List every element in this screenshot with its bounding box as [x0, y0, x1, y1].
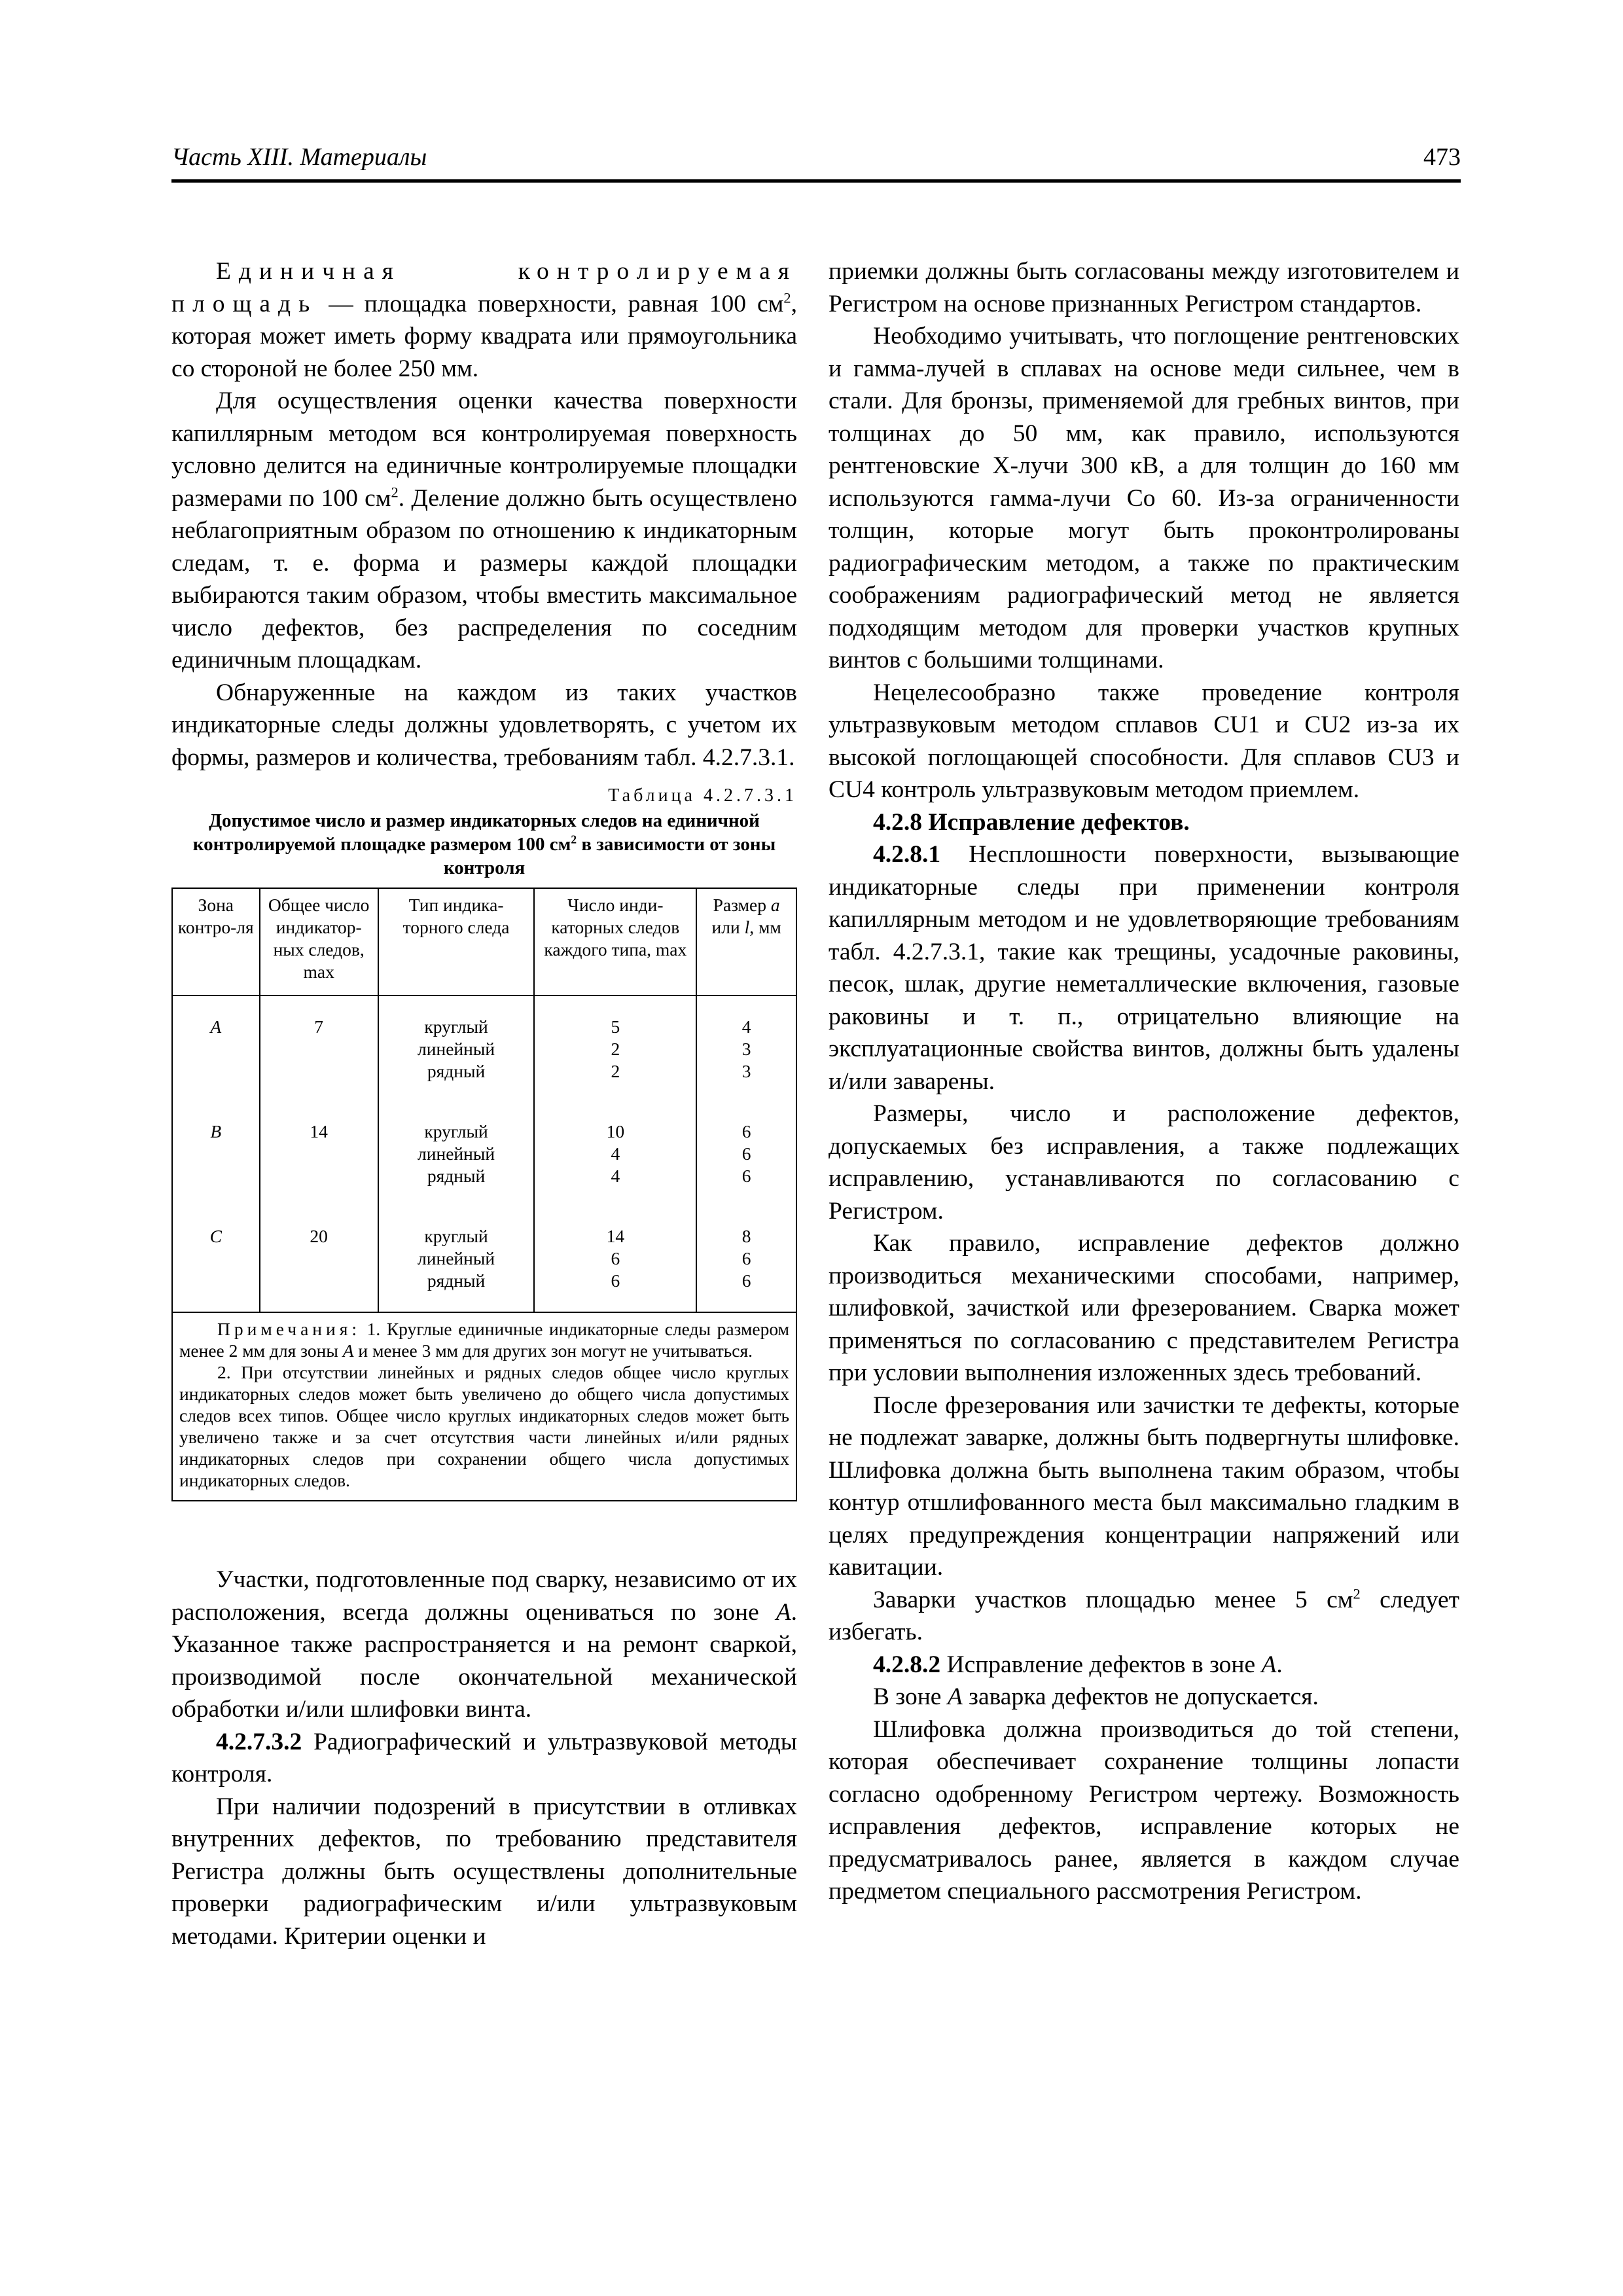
section-number: 4.2.7.3.2 [216, 1728, 302, 1755]
table-row [172, 1114, 796, 1219]
paragraph-ultrasonic: Нецелесообразно также проведение контроля ультразвуковым методом сплавов CU1 и CU2 из-за их высокой поглощающей способности. Для сплавов CU3 и CU4 контроль ультразвуковым методом приемлем. [829, 679, 1459, 803]
section-number: 4.2.8.1 [873, 841, 941, 868]
size-cell: 6 6 6 [696, 1114, 796, 1219]
paragraph-thickness: Шлифовка должна производиться до той степени, которая обеспечивает сохранение толщины лопасти согласно одобренному Регистром чертежу. Возможность исправления дефектов, исправление которых не предусматривалось ранее, является в каждом случае предметом специального рассмотрения Регистром. [829, 1715, 1459, 1905]
zone-cell: C [172, 1219, 260, 1312]
count-cell: 10 4 4 [534, 1114, 696, 1219]
section-number: 4.2.8.2 [873, 1651, 941, 1678]
header-type: Тип индика-торного следа [378, 888, 535, 996]
count-cell: 5 2 2 [534, 996, 696, 1114]
after-table-text [171, 1564, 797, 1952]
defined-term: Единичная контролируемая площадь [171, 258, 797, 317]
header-size: Размер a или l, мм [696, 888, 796, 996]
size-cell: 4 3 3 [696, 996, 796, 1114]
table-notes [172, 1312, 796, 1501]
header-total: Общее число индикатор-ных следов, max [260, 888, 378, 996]
paragraph-small-welds: Заварки участков площадью менее 5 $см^2$ следует избегать. [829, 1585, 1459, 1645]
count-cell: 14 6 6 [534, 1219, 696, 1312]
table-label: Таблица 4.2.7.3.1 [608, 785, 797, 806]
note-2: 2. При отсутствии линейных и рядных следов общее число круглых индикаторных следов может быть увеличено до общего числа допустимых следов всех типов. Общее число круглых индикаторных следов может быть увеличено также и за счет отсутствия части линейных и/или рядных индикаторных следов при сохранении общего числа допустимых индикаторных следов. [179, 1362, 789, 1490]
table-header-row [172, 888, 796, 996]
zone-cell: B [172, 1114, 260, 1219]
note-1: Примечания: 1. Круглые единичные индикаторные следы размером менее 2 мм для зоны A и менее 3 мм для других зон могут не учитываться. [179, 1319, 789, 1361]
header-count: Число инди-каторных следов каждого типа, max [534, 888, 696, 996]
paragraph-radiographic: 4.2.7.3.2 Радиографический и ультразвуковой методы контроля. [171, 1728, 797, 1787]
paragraph-grinding: После фрезерования или зачистки те дефекты, которые не подлежат заварке, должны быть подвергнуты шлифовке. Шлифовка должна быть выполнена таким образом, чтобы контур отшлифованного места был максимально гладким в целях предупреждения концентрации напряжений или кавитации. [829, 1391, 1459, 1581]
section-heading: 4.2.8 Исправление дефектов. [873, 808, 1190, 836]
paragraph-discontinuities: 4.2.8.1 Несплошности поверхности, вызывающие индикаторные следы при применении контроля капиллярным методом и не удовлетворяющие требованиям табл. 4.2.7.3.1, такие как трещины, усадочные раковины, песок, шлак, другие неметаллические включения, газовые раковины и т. п., отрицательно влияющие на эксплуатационные свойства винтов, должны быть удалены и/или заварены. [829, 841, 1459, 1095]
paragraph-internal-defects: При наличии подозрений в присутствии в отливках внутренних дефектов, по требованию представителя Регистра должны быть осуществлены дополнительные проверки радиографическим и/или ультразвуковым методами. Критерии оценки и [171, 1793, 797, 1950]
paragraph-acceptance: приемки должны быть согласованы между изготовителем и Регистром на основе признанных Регистром стандартов. [829, 258, 1459, 317]
type-cell: круглый линейный рядный [378, 1219, 535, 1312]
running-title: Часть XIII. Материалы [171, 143, 427, 171]
size-cell: 8 6 6 [696, 1219, 796, 1312]
header-zone: Зона контро-ля [172, 888, 260, 996]
paragraph-mechanical-repair: Как правило, исправление дефектов должно производиться механическими способами, например, шлифовкой, зачисткой или фрезерованием. Сварка может применяться по согласованию с представителем Регистра при условии выполнения изложенных здесь требований. [829, 1230, 1459, 1386]
paragraph-absorption: Необходимо учитывать, что поглощение рентгеновских и гамма-лучей в сплавах на основе меди сильнее, чем в стали. Для бронзы, применяемой для гребных винтов, при толщинах до 50 мм, как правило, используются рентгеновские X-лучи 300 кВ, а для толщин до 160 мм используются гамма-лучи Co 60. Из-за ограниченности толщин, которые могут быть проконтролированы радиографическим методом, а также по практическим соображениям радиографический метод не является подходящим методом для проверки участков крупных винтов с большими толщинами. [829, 323, 1459, 673]
total-cell: 20 [260, 1219, 378, 1312]
paragraph-defect-sizes: Размеры, число и расположение дефектов, допускаемых без исправления, а также подлежащих исправлению, устанавливаются по согласованию с Регистром. [829, 1100, 1459, 1225]
type-cell: круглый линейный рядный [378, 996, 535, 1114]
table-notes-row [172, 1312, 796, 1501]
zone-cell: A [172, 996, 260, 1114]
right-column [829, 255, 1459, 1908]
page-header [171, 143, 1461, 183]
indication-limits-table [171, 888, 797, 1501]
paragraph-zone-a-no-weld: В зоне A заварка дефектов не допускается. [873, 1683, 1319, 1710]
left-column [171, 255, 797, 1952]
page-number: 473 [1423, 143, 1461, 171]
total-cell: 7 [260, 996, 378, 1114]
paragraph-zone-a-repair: 4.2.8.2 Исправление дефектов в зоне A. [873, 1651, 1283, 1678]
table-row [172, 1219, 796, 1312]
paragraph-indications: Обнаруженные на каждом из таких участков индикаторные следы должны удовлетворять, с учетом их формы, размеров и количества, требованиям табл. 4.2.7.3.1. [171, 679, 797, 771]
type-cell: круглый линейный рядный [378, 1114, 535, 1219]
table-title: Допустимое число и размер индикаторных следов на единичной контролируемой площадке размером 100 $см^2$ в зависимости от зоны контроля [192, 810, 776, 878]
paragraph-weld-zones: Участки, подготовленные под сварку, независимо от их расположения, всегда должны оцениваться по зоне A. Указанное также распространяется и на ремонт сваркой, производимой после окончательной механической обработки и/или шлифовки винта. [171, 1566, 797, 1723]
paragraph-capillary: Для осуществления оценки качества поверхности капиллярным методом вся контролируемая поверхность условно делится на единичные контролируемые площадки размерами по 100 $см^2$. Деление должно быть осуществлено неблагоприятным образом по отношению к индикаторным следам, т. е. форма и размеры каждой площадки выбираются таким образом, чтобы вместить максимальное число дефектов, без распределения по соседним единичным площадкам. [171, 387, 797, 673]
total-cell: 14 [260, 1114, 378, 1219]
table-row [172, 996, 796, 1114]
paragraph-definition: Единичная контролируемая площадь — площадка поверхности, равная 100 $см^2$, которая может иметь форму квадрата или прямоугольника со стороной не более 250 мм. [171, 258, 797, 382]
